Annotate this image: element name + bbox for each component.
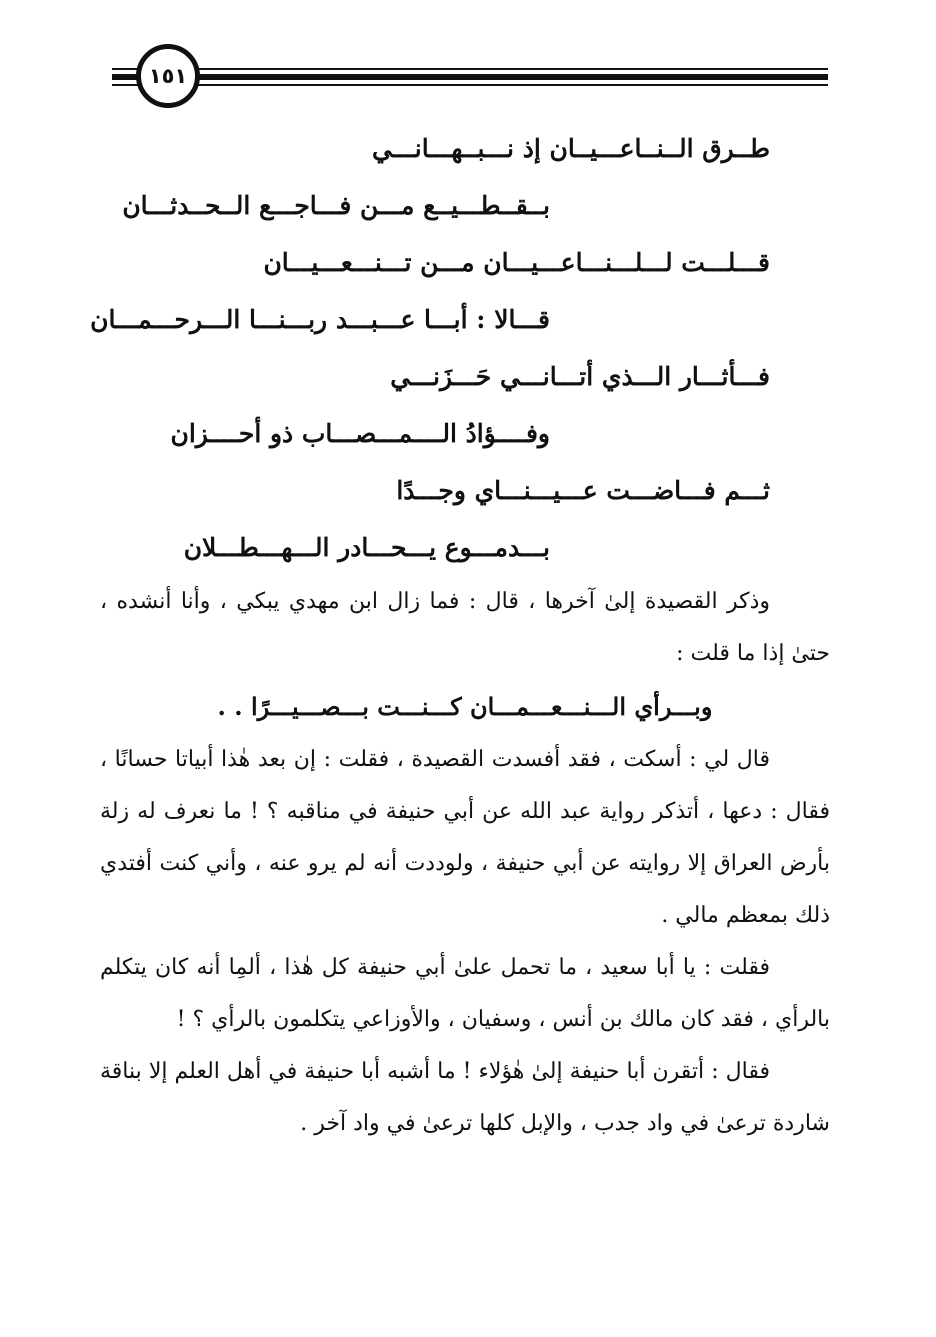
header-rule-bottom bbox=[112, 84, 828, 86]
verse-line: بـــدمـــوع يـــحـــادر الـــهـــطـــلان bbox=[183, 533, 550, 562]
paragraph: فقال : أتقرن أبا حنيفة إلىٰ هٰؤلاء ! ما أشبه أبا حنيفة في أهل العلم إلا بناقة شاردة ترعىٰ في واد جدب ، والإبل كلها ترعىٰ في واد آخر . bbox=[100, 1059, 830, 1136]
verse-line: بــقــطـــيــع مـــن فـــاجـــع الــحــدثـــان bbox=[122, 191, 550, 220]
paragraph: وذكر القصيدة إلىٰ آخرها ، قال : فما زال ابن مهدي يبكي ، وأنا أنشده ، حتىٰ إذا ما قلت : bbox=[100, 589, 830, 666]
verse-line: قـــالا : أبـــا عـــبـــد ربـــنـــا الـــرحـــمـــان bbox=[90, 305, 550, 334]
header-rule-thick bbox=[112, 74, 828, 80]
header-rule-top bbox=[112, 68, 828, 70]
paragraph: فقلت : يا أبا سعيد ، ما تحمل علىٰ أبي حنيفة كل هٰذا ، ألمِا أنه كان يتكلم بالرأي ، فقد كان مالك بن أنس ، وسفيان ، والأوزاعي يتكلمون بالرأي ؟ ! bbox=[100, 955, 830, 1032]
quoted-verse: وبـــرأي الـــنـــعـــمـــان كـــنـــت بـــصـــيـــرًا . . bbox=[217, 692, 713, 721]
page-header bbox=[0, 0, 936, 140]
verse-line: قـــلـــت لـــلـــنـــاعـــيـــان مـــن تـــنـــعـــيـــان bbox=[263, 248, 770, 277]
page-body bbox=[90, 120, 830, 1150]
verse-line: فـــأثـــار الـــذي أتـــانـــي حَـــزَنـــي bbox=[390, 362, 770, 391]
paragraph: قال لي : أسكت ، فقد أفسدت القصيدة ، فقلت : إن بعد هٰذا أبياتا حسانًا ، فقال : دعها ، أتذكر رواية عبد الله عن أبي حنيفة في مناقبه ؟ ! ما نعرف له زلة بأرض العراق إلا روايته عن أبي حنيفة ، ولوددت أنه لم يرو عنه ، وأني كنت أفتدي ذلك بمعظم مالي . bbox=[100, 747, 830, 928]
verse-line: طــرق الــنــاعـــيــان إذ نـــبــهـــانـــي bbox=[371, 134, 770, 163]
verse-line: ثـــم فـــاضـــت عـــيـــنـــاي وجـــدًا bbox=[396, 476, 770, 505]
page-number: ١٥١ bbox=[136, 44, 200, 108]
verse-line: وفــــؤادُ الــــمـــصـــاب ذو أحــــزان bbox=[170, 419, 550, 448]
